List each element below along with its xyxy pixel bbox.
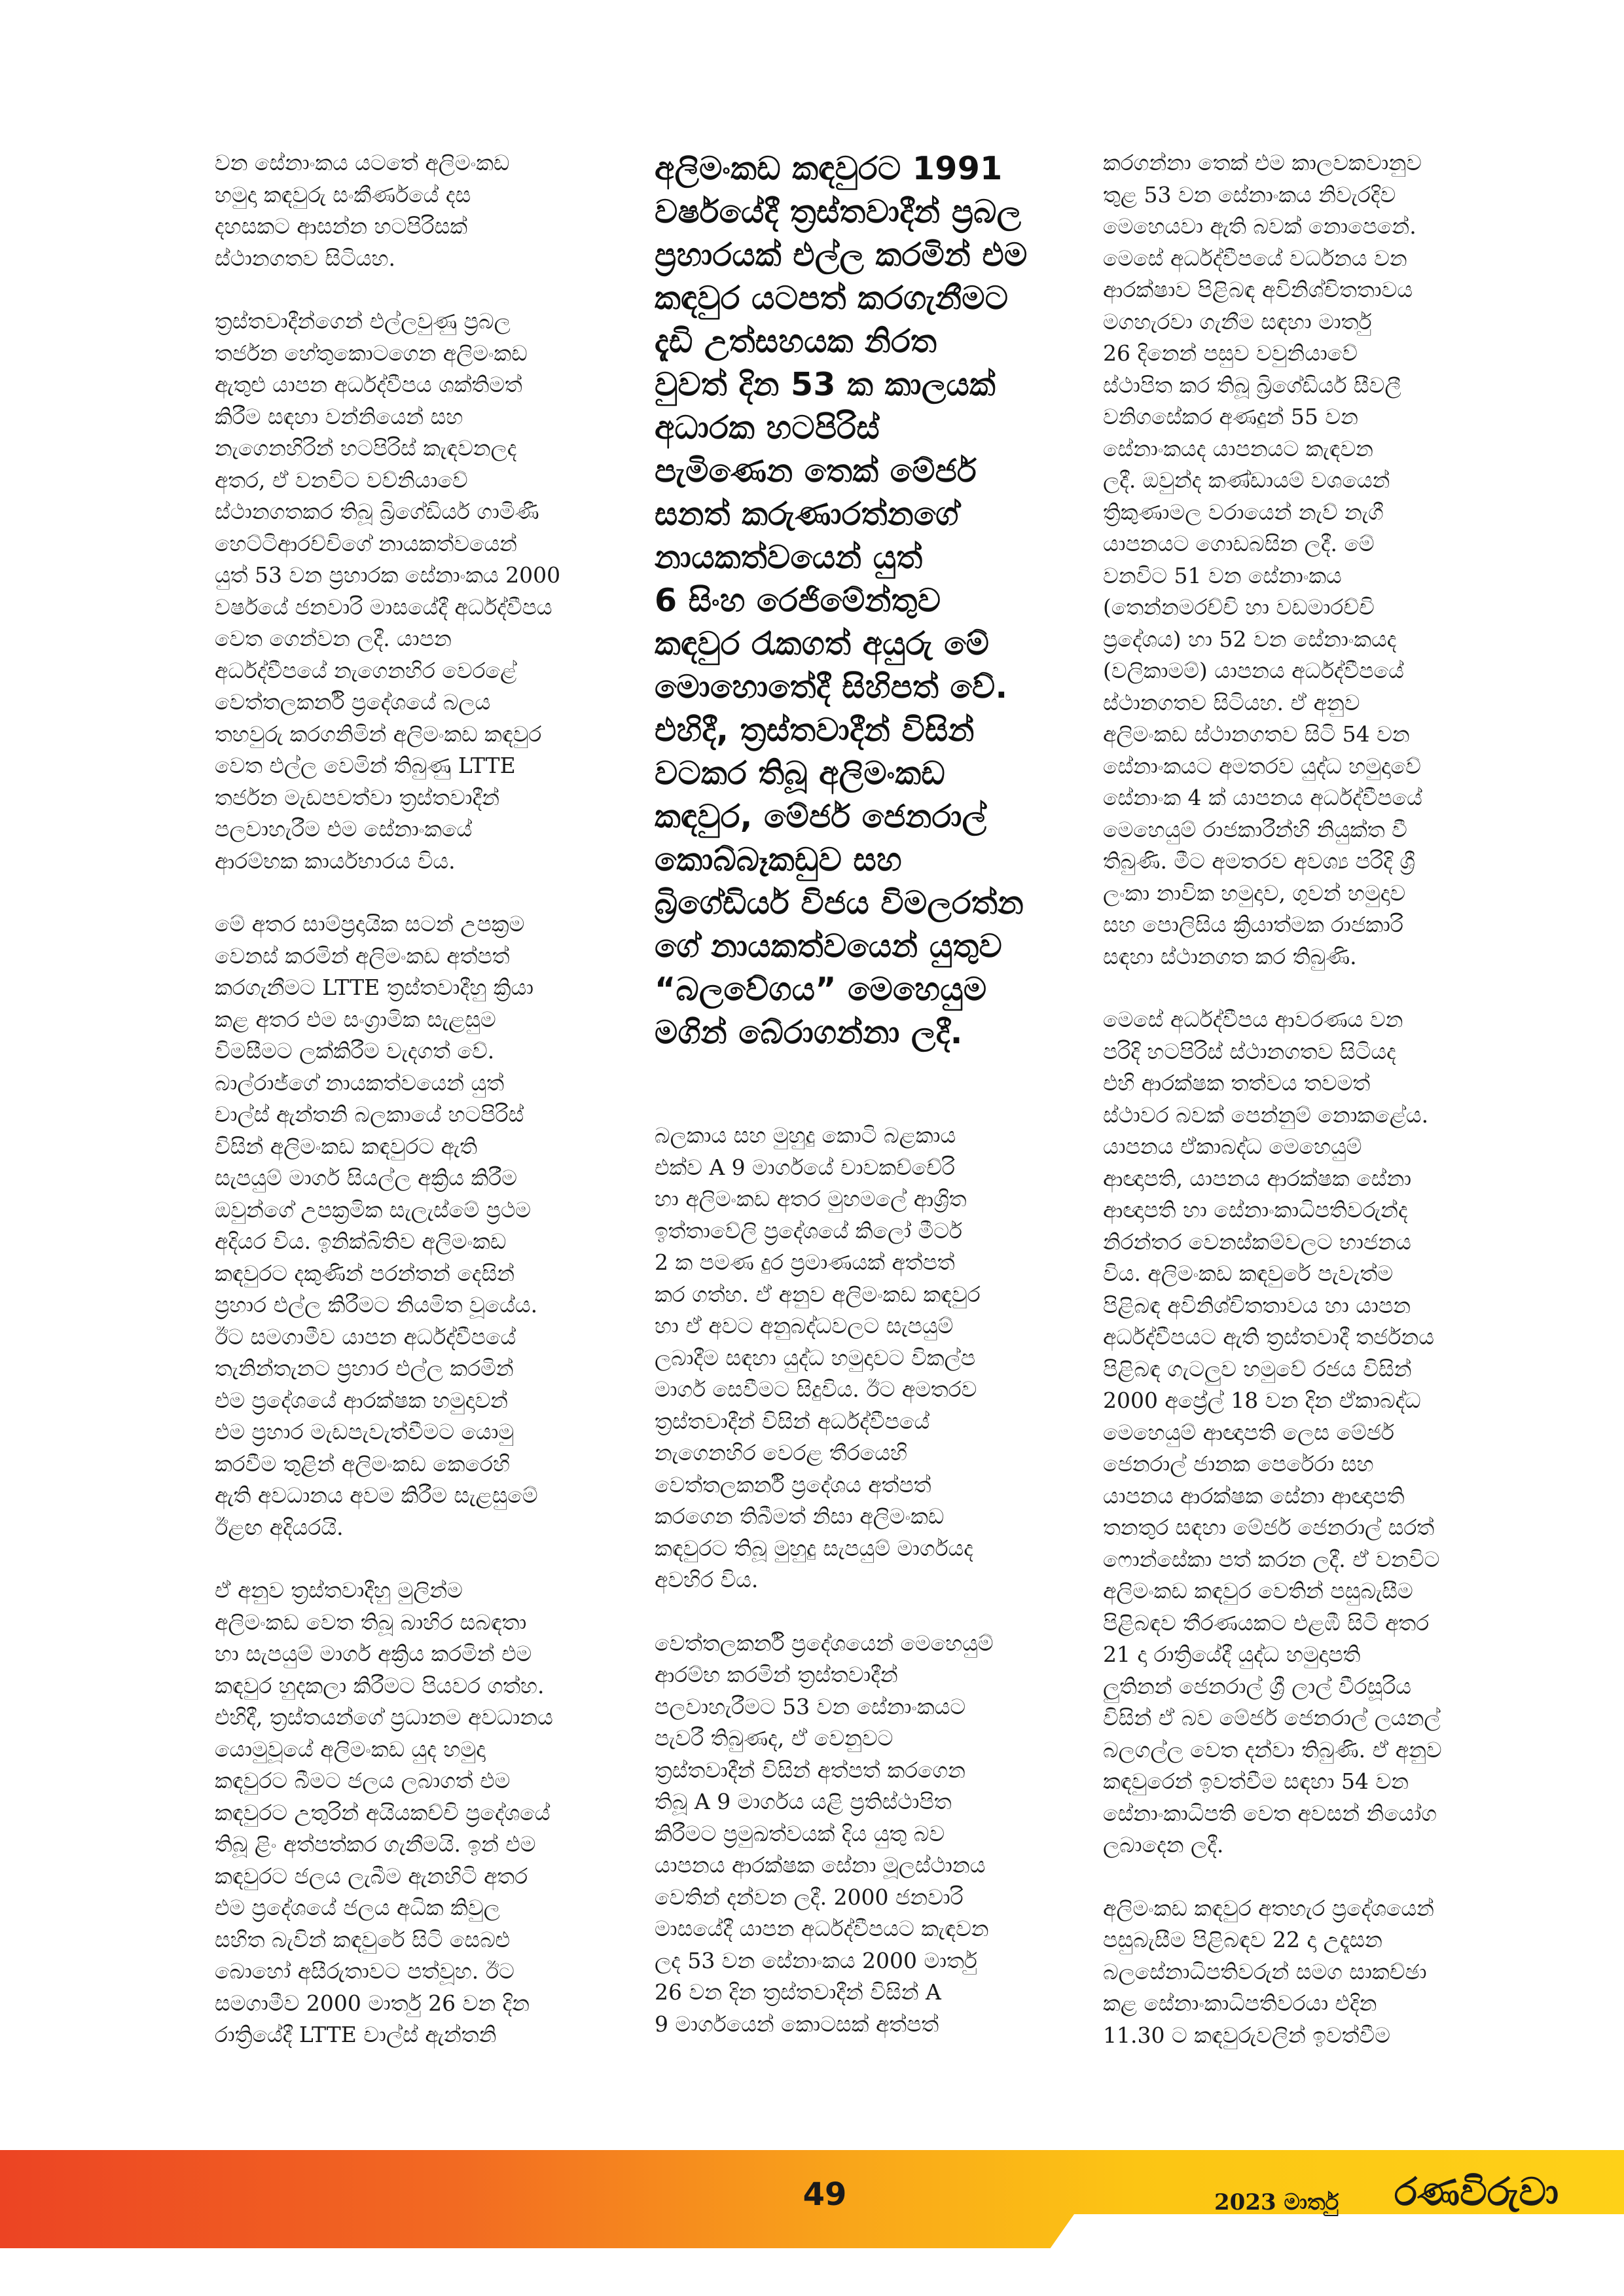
pull-quote-line: දැඩි උත්සහයක නිරත [655,323,937,360]
text-line: ආරම්භ කරමින් ත්‍රස්තවාදීන් [655,1662,898,1687]
text-line: මෙසේ අර්ධද්වීපය ආවරණය වන [1103,1007,1403,1032]
text-line: ඊට සමගාමීව යාපන අර්ධද්වීපයේ [215,1323,516,1350]
text-line: සේනාංකයට අමතරව යුද්ධ හමුදාවේ [1103,753,1421,779]
text-line: කිරීම සඳහා වන්නියෙන් සහ [215,403,463,429]
text-line: 2000 අප්‍රේල් 18 වන දින ඒකාබද්ධ [1103,1388,1421,1413]
text-line: වෙතින් දන්වන ලදී. 2000 ජනවාරි [655,1884,964,1910]
text-line: අවහිර විය. [655,1567,759,1592]
text-line: යුත් 53 වන ප්‍රහාරක සේනාංකය 2000 [215,562,561,588]
text-line: බොහෝ අසීරුතාවට පත්වූහ. ඊට [215,1958,514,1984]
pull-quote-line: කඳවුර, මේජර් ජෙනරාල් [655,798,987,835]
article-paragraph [655,1120,1047,1596]
text-line: අර්ධද්වීපයට ඇති ත්‍රස්තවාදී තර්ජනය [1103,1324,1434,1350]
pull-quote-line: අධාරක හටපිරිස් [655,409,880,446]
text-line: ස්ථානගතව සිටියහ. ඒ අනුව [1103,689,1360,715]
text-line: කළ අතර එම සංග්‍රාමික සැළසුම [215,1006,496,1032]
text-line: 2 ක පමණ දුර ප්‍රමාණයක් අත්පත් [655,1249,955,1275]
text-line: ත්‍රස්තවාදීන් විසින් අත්පත් කරගෙන [655,1757,965,1783]
text-line: වන සේනාංකය යටතේ අලිමංකඩ [215,150,510,175]
text-line: සැපයුම් මාර්ග සියල්ල අක්‍රිය කිරීම [215,1165,517,1191]
text-line: ත්‍රස්තවාදීන්ගෙන් එල්ලවුණු ප්‍රබල [215,308,511,334]
text-line: වෙත්තලකර්නි ප්‍රදේශය අත්පත් [655,1471,931,1498]
text-line: වෙත්තලකර්නි ප්‍රදේශයේ බලය [215,689,491,715]
pull-quote-line: අලිමංකඩ කඳවුරට 1991 [655,150,1003,187]
text-line: ඉත්තාවේලි ප්‍රදේශයේ කිලෝ මීටර් [655,1217,962,1244]
text-line: ආරක්ෂාව පිළිබඳ අවිනිශ්චිතතාවය [1103,277,1413,302]
text-line: යාපනයට ගොඩබසින ලදී. මේ [1103,531,1375,556]
text-line: පිළිබඳව තීරණයකට එළඹී සිටි අතර [1103,1609,1430,1636]
pull-quote-line: ගේ නායකත්වයෙන් යුතුව [655,927,1003,965]
text-line: කඳවුර හුදකලා කිරීමට පියවර ගත්හ. [215,1672,545,1698]
text-line: ස්ථානගතව සිටියහ. [215,245,395,271]
text-line: මෙහෙයුම් ආඥාපති ලෙස මේජර් [1103,1419,1394,1445]
text-line: 26 දිනෙන් පසුව වවුනියාවේ [1103,340,1358,366]
text-line: සේනාංක 4 ක් යාපනය අර්ධද්වීපයේ [1103,785,1422,810]
text-line: සමගාමීව 2000 මාර්තු 26 වන දින [215,1990,530,2016]
text-line: අලිමංකඩ කඳවුර අතහැර ප්‍රදේශයෙන් [1103,1895,1434,1921]
pull-quote-line: බ්‍රිගේඩියර් විජය විමලරත්න [655,884,1024,922]
text-line: කඳවුරට තිබූ මුහුදු සැපයුම් මාර්ගයද [655,1535,973,1561]
text-line: මාසයේදී යාපන අර්ධද්වීපයට කැඳවන [655,1916,989,1941]
text-line: එහි ආරක්ෂක තත්වය තවමත් [1103,1070,1371,1096]
text-line: පැවරී තිබුණද, ඒ වෙනුවට [655,1725,893,1751]
text-line: කරගැනීමට LTTE ත්‍රස්තවාදීහු ක්‍රියා [215,975,534,1000]
text-line: යාපනය ආරක්ෂක සේනා මූලස්ථානය [655,1852,986,1878]
text-line: ලබාදෙන ලදී. [1103,1832,1224,1857]
text-line: විසින් ඒ බව මේජර් ජෙනරාල් ලයනල් [1103,1705,1441,1731]
text-line: එම ප්‍රහාර මැඩපැවැත්වීමට යොමු [215,1419,514,1444]
text-line: ත්‍රස්තවාදීන් විසින් අර්ධද්වීපයේ [655,1408,930,1434]
text-line: පිළිබඳ ගැටලුව හමුවේ රජය විසින් [1103,1355,1412,1382]
text-line: අලිමංකඩ කඳවුර වෙතින් පසුබැසීම [1103,1578,1413,1604]
text-line: පිළිබඳ අවිනිශ්චිතතාවය හා යාපන [1103,1292,1411,1318]
text-line: මෙසේ අර්ධද්වීපයේ වර්ධනය වන [1103,245,1407,271]
text-line: වෙනස් කරමින් අලිමංකඩ අත්පත් [215,942,510,969]
text-line: මෙහෙයවා ඇති බවක් නොපෙනේ. [1103,213,1416,239]
text-line: ඒ අනුව ත්‍රස්තවාදීහු මුලින්ම [215,1577,463,1603]
footer-white-slant [1047,2214,1624,2253]
article-paragraph [215,147,581,274]
text-line: ෆොන්සේකා පත් කරන ලදී. ඒ වනවිට [1103,1546,1440,1572]
text-line: ආඥාපති හා සේනාංකාධිපතිවරුන්ද [1103,1197,1408,1223]
text-line: යාපනය ඒකාබද්ධ මෙහෙයුම් [1103,1134,1362,1159]
text-line: නැගෙනහිර වෙරළ තීරයෙහි [655,1440,907,1465]
text-line: විමසීමට ලක්කිරීම වැදගත් වේ. [215,1038,495,1064]
text-line: වෙත ගෙන්වන ලදී. යාපන [215,626,452,651]
text-line: අලිමංකඩ ස්ථානගතව සිටි 54 වන [1103,721,1410,747]
text-line: පසුබැසීම පිළිබඳව 22 දා උදෑසන [1103,1927,1382,1952]
text-line: යාපනය ආරක්ෂක සේනා ආඥාපති [1103,1482,1405,1509]
text-line: කඳවුරට බීමට ජලය ලබාගත් එම [215,1768,511,1793]
text-line: කිරීමට ප්‍රමුඛත්වයක් දිය යුතු බව [655,1820,945,1846]
text-line: වෙත්තලකර්නි ප්‍රදේශයෙන් මෙහෙයුම් [655,1630,994,1656]
article-paragraph [1103,147,1476,973]
text-line: තනතුර සඳහා මේජර් ජෙනරාල් සරත් [1103,1515,1435,1540]
text-line: දහසකට ආසන්න හටපිරිසක් [215,213,468,239]
text-line: නිරන්තර වෙනස්කම්වලට භාජනය [1103,1229,1411,1255]
text-line: කරවීම තුළින් අලිමංකඩ කෙරෙහි [215,1450,510,1477]
text-line: විය. අලිමංකඩ කඳවුරේ පැවැත්ම [1103,1261,1394,1286]
text-line: ස්ථාවර බවක් පෙන්නුම් නොකළේය. [1103,1102,1429,1128]
text-line: වර්ෂයේ ජනවාරි මාසයේදී අර්ධද්වීපය [215,594,552,620]
text-line: තහවුරු කරගනිමින් අලිමංකඩ කඳවුර [215,721,542,747]
text-line: ඇති අවධානය අවම කිරීම සැළසුමේ [215,1482,538,1508]
text-line: තිබුණි. මීට අමතරව අවශ්‍ය පරිදි ශ්‍රී [1103,848,1415,874]
pull-quote-line: කඳවුර යටපත් කරගැනීමට [655,279,1009,317]
text-line: බලගල්ල වෙත දන්වා තිබුණි. ඒ අනුව [1103,1736,1442,1763]
text-line: තර්ජන හේතුකොටගෙන අලිමංකඩ [215,340,528,366]
text-line: වනිගසේකර අණදුන් 55 වන [1103,404,1358,429]
text-line: සේනාංකාධිපති වෙත අවසන් නියෝග [1103,1800,1437,1826]
text-line: අර්ධද්වීපයේ නැගෙනහිර වෙරළේ [215,657,517,683]
text-line: හා සැපයුම් මාර්ග අක්‍රිය කරමින් එම [215,1641,532,1666]
text-line: 9 මාර්ගයෙන් කොටසක් අත්පත් [655,2011,939,2037]
text-line: 26 වන දින ත්‍රස්තවාදීන් විසින් A [655,1979,941,2005]
text-line: කළ සේනාංකාධිපතිවරයා එදින [1103,1990,1377,2016]
text-line: තැනින්තැනට ප්‍රහාර එල්ල කරමින් [215,1355,514,1381]
article-column-left [215,147,581,2083]
text-line: ඔවුන්ගේ උපක්‍රමික සැලැස්මේ ප්‍රථම [215,1196,532,1223]
article-paragraph [1103,1893,1476,2052]
text-line: එම ප්‍රදේශයේ ආරක්ෂක හමුදාවන් [215,1387,508,1413]
text-line: ආරම්භක කාර්යභාරය විය. [215,848,456,874]
pull-quote-line: නායකත්වයෙන් යුත් [655,539,923,576]
text-line: පලවාහැරීම එම සේනාංකයේ [215,816,473,842]
article-paragraph [215,1575,581,2051]
text-line: හෙට්ටිආරච්චිගේ නායකත්වයෙන් [215,530,517,556]
text-line: ප්‍රහාර එල්ල කිරීමට නියමිත වූයේය. [215,1292,538,1318]
text-line: ලබාදීම සඳහා යුද්ධ හමුදාවට විකල්ප [655,1344,976,1371]
text-line: කරගන්නා තෙක් එම කාලවකවානුව [1103,150,1422,175]
pull-quote-line: මොහොතේදී සිහිපත් වේ. [655,668,1008,706]
article-paragraph [1103,1004,1476,1861]
article-paragraph [215,306,581,877]
text-line: රාත්‍රියේදී LTTE චාල්ස් ඇන්තනි [215,2022,497,2047]
text-line: බාල්රාජ්ගේ නායකත්වයෙන් යුත් [215,1069,505,1096]
text-line: අලිමංකඩ වෙත තිබූ බාහිර සබඳතා [215,1609,527,1635]
text-line: ලංකා නාවික හමුදාව, ගුවන් හමුදාව [1103,880,1406,906]
text-line: ස්ථාපිත කර තිබූ බ්‍රිගේඩියර් සීවලී [1103,372,1401,398]
text-line: ඊළඟ අදියරයි. [215,1514,344,1540]
article-column-right [1103,147,1476,2083]
pull-quote [655,147,1047,1054]
page-number: 49 [803,2176,847,2213]
issue-date: 2023 මාර්තු [1214,2189,1339,2215]
text-line: සහිත බැවින් කඳවුරේ සිටි සෙබළු [215,1926,511,1952]
pull-quote-line: වුවත් දින 53 ක කාලයක් [655,366,996,403]
text-line: අතර, ඒ වනවිට වව්නියාවේ [215,467,468,493]
text-line: එම ප්‍රදේශයේ ජලය අධික කිවුල [215,1895,500,1920]
text-line: මගහැරවා ගැනීම සඳහා මාර්තු [1103,308,1372,334]
pull-quote-line: එහිදී, ත්‍රස්තවාදීන් විසින් [655,711,975,749]
text-line: හමුදා කඳවුරු සංකීර්ණයේ දස [215,181,471,207]
text-line: වනවිට 51 වන සේනාංකය [1103,562,1342,588]
text-line: ප්‍රදේශය) හා 52 වන සේනාංකයද [1103,626,1397,652]
text-line: පලවාහැරීමට 53 වන සේනාංකයට [655,1693,966,1719]
text-line: යොමුවූයේ අලිමංකඩ යුද හමුදා [215,1736,486,1762]
text-line: කරගෙන තිබීමත් නිසා අලිමංකඩ [655,1503,945,1529]
text-line: සඳහා ස්ථානගත කර තිබුණි. [1103,943,1357,969]
text-line: කර ගත්හ. ඒ අනුව අලිමංකඩ කඳවුර [655,1281,981,1307]
text-line: මේ අතර සාම්ප්‍රදායික සටන් උපක්‍රම [215,911,525,937]
text-line: බලකාය සහ මුහුදු කොටි බළකාය [655,1122,956,1148]
text-line: මෙහෙයුම් රාජකාරීන්හි නියුක්ත වී [1103,816,1407,842]
text-line: ස්ථානගතකර තිබූ බ්‍රිගේඩියර් ගාමිණී [215,499,539,524]
pull-quote-line: මගින් බේරාගන්නා ලදී. [655,1014,963,1051]
text-line: ජෙනරාල් ජානක පෙරේරා සහ [1103,1451,1374,1477]
text-line: තර්ජන මැඩපවත්වා ත්‍රස්තවාදීන් [215,784,500,810]
text-line: ඇතුළු යාපන අර්ධද්වීපය ශක්තිමත් [215,372,522,397]
text-line: මාර්ග සෙවීමට සිදුවිය. ඊට අමතරව [655,1376,977,1402]
text-line: තුළ 53 වන සේනාංකය නිවැරදිව [1103,181,1396,207]
text-line: අදියර විය. ඉනික්බිතිව අලිමංකඩ [215,1229,507,1254]
pull-quote-line: සනත් කරුණාරත්නගේ [655,495,959,533]
text-line: තිබූ ළිං අත්පත්කර ගැනීමයි. ඉන් එම [215,1831,536,1857]
text-line: සහ පොලිසිය ක්‍රියාත්මක රාජකාරි [1103,912,1403,937]
pull-quote-line: ප්‍රහාරයක් එල්ල කරමින් එම [655,236,1028,274]
pull-quote-line: 6 සිංහ රෙජිමේන්තුව [655,582,941,619]
text-line: (තෙන්නමරච්චි හා වඩමාරච්චි [1103,594,1375,620]
text-line: තිබූ A 9 මාර්ගය යළි ප්‍රතිස්ථාපිත [655,1789,952,1814]
text-line: කඳවුරට උතුරින් අයියකච්චි ප්‍රදේශයේ [215,1799,550,1825]
article-column-middle [655,147,1047,2072]
text-line: 11.30 ට කඳවුරුවලින් ඉවත්වීම [1103,2022,1390,2048]
pull-quote-line: වර්ෂයේදී ත්‍රස්තවාදීන් ප්‍රබල [655,193,1022,230]
text-line: බලසේනාධිපතිවරුන් සමග සාකච්ඡා [1103,1958,1427,1984]
text-line: එහිදී, ත්‍රස්තයන්ගේ ප්‍රධානම අවධානය [215,1704,553,1730]
pull-quote-line: පැමිණෙන තෙක් මේජර් [655,452,977,490]
text-line: ලද 53 වන සේනාංකය 2000 මාර්තු [655,1947,977,1973]
text-line: චාල්ස් ඇන්තනි බලකායේ හටපිරිස් [215,1102,524,1127]
text-line: එක්ව A 9 මාර්ගයේ චාවකච්චේරි [655,1154,955,1180]
text-line: ආඥාපති, යාපනය ආරක්ෂක සේනා [1103,1165,1412,1191]
pull-quote-line: වටකර තිබූ අලිමංකඩ [655,755,946,792]
article-paragraph [655,1628,1047,2041]
page-footer [0,2150,1624,2248]
text-line: කඳවුරට ජලය ලැබීම ඇනහිටි අතර [215,1863,528,1889]
article-paragraph [215,908,581,1543]
pull-quote-line: “බලවේගය” මෙහෙයුම [655,971,987,1008]
text-line: කඳවුරෙන් ඉවත්වීම සඳහා 54 වන [1103,1768,1409,1794]
pull-quote-line: කොබ්බෑකඩුව සහ [655,841,902,878]
text-line: නැගෙනහිරින් හටපිරිස් කැඳවනලද [215,435,517,461]
text-line: ලුතිනන් ජෙනරාල් ශ්‍රී ලාල් වීරසූරිය [1103,1673,1411,1699]
text-line: හා ඒ අවට අනුබද්ධවලට සැපයුම් [655,1313,954,1338]
text-line: සේනාංකයද යාපනයට කැඳවන [1103,435,1373,461]
text-line: ත්‍රිකුණාමල වරායෙන් නැව් නැගී [1103,499,1384,525]
text-line: 21 දා රාත්‍රියේදී යුද්ධ හමුදාපති [1103,1641,1361,1667]
text-line: පරිදි හටපිරිස් ස්ථානගතව සිටියද [1103,1038,1396,1064]
pull-quote-line: කඳවුර රැකගත් අයුරු මේ [655,625,990,662]
text-line: හා අලිමංකඩ අතර මුහමලේ ආශ්‍රිත [655,1186,967,1211]
magazine-logo: රණවිරුවා [1394,2170,1559,2214]
text-line: ලදී. ඔවුන්ද කණ්ඩායම් වශයෙන් [1103,467,1390,493]
text-line: (වලිකාමම්) යාපනය අර්ධද්වීපයේ [1103,658,1404,683]
text-line: කඳවුරට දකුණින් පරන්තන් දෙසින් [215,1260,515,1286]
text-line: වෙත එල්ල වෙමින් තිබුණු LTTE [215,753,516,778]
text-line: විසින් අලිමංකඩ කඳවුරට ඇති [215,1133,478,1159]
